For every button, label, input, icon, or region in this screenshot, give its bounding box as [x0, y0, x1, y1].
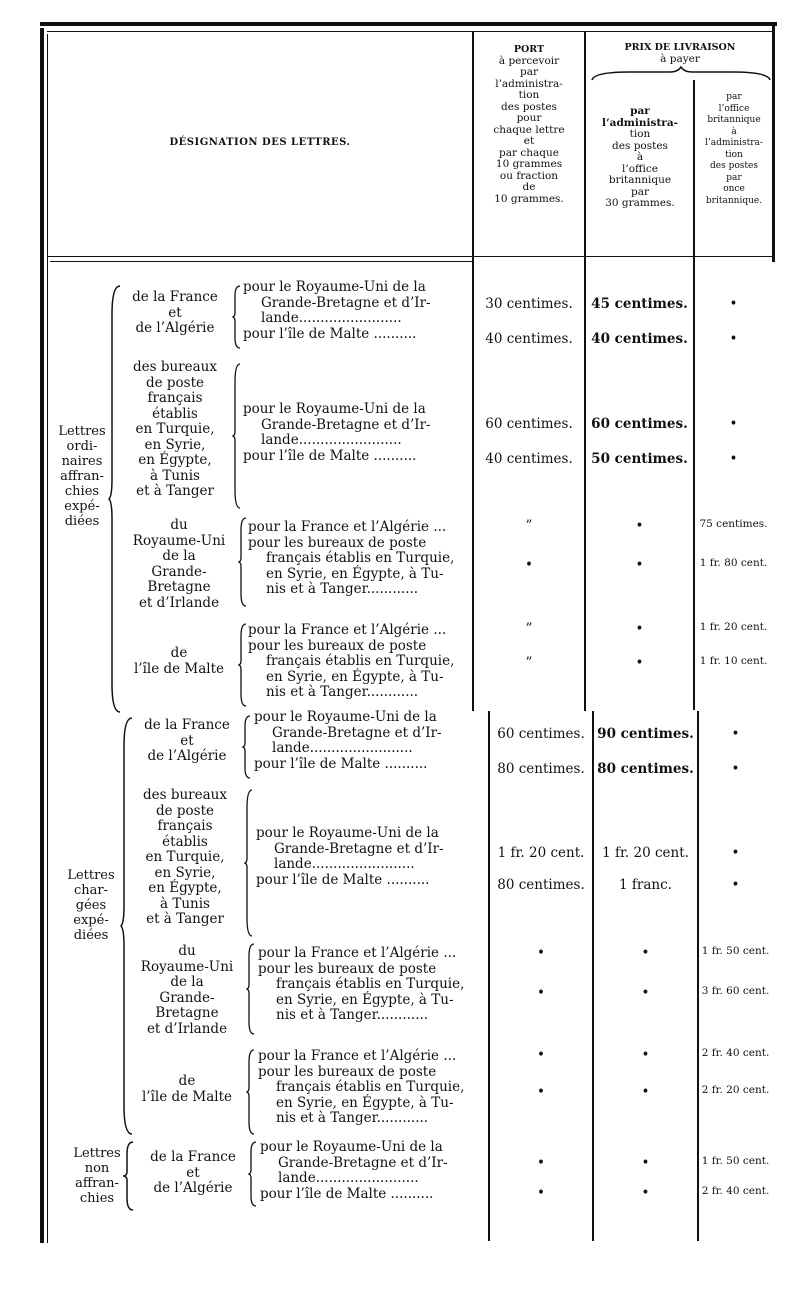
- col-fr-header: [587, 106, 693, 210]
- sender-line: et: [186, 1164, 200, 1181]
- dest-line: Grande-Bretagne et d’Ir-: [272, 724, 442, 741]
- dest-line: Grande-Bretagne et d’Ir-: [261, 294, 431, 311]
- dest-line: en Syrie, en Égypte, à Tu-: [276, 991, 454, 1008]
- row-uk: •: [729, 451, 738, 467]
- row-port: 40 centimes.: [485, 451, 573, 467]
- category-line: diées: [64, 514, 100, 529]
- category-brace: [123, 1140, 135, 1212]
- category-line: diées: [73, 928, 109, 943]
- sender-line: Bretagne: [147, 579, 211, 595]
- sender-line: Bretagne: [155, 1005, 219, 1021]
- port-header-line: PORT: [513, 44, 545, 55]
- sender-line: du: [178, 943, 196, 959]
- col-uk-header-line: britannique: [707, 115, 761, 125]
- row-port: •: [537, 1084, 545, 1100]
- col-fr-header-line: britannique: [608, 174, 672, 186]
- dest-line: pour les bureaux de poste: [248, 637, 427, 654]
- row-fr: •: [641, 1185, 650, 1201]
- row-uk: 2 fr. 40 cent.: [701, 1047, 770, 1059]
- row-uk: •: [731, 726, 740, 742]
- dest-line: pour l’île de Malte ..........: [243, 447, 417, 464]
- dest-line: pour le Royaume-Uni de la: [243, 401, 426, 417]
- dest-brace: [244, 788, 254, 938]
- sender-line: l’île de Malte: [133, 660, 225, 677]
- row-port: 1 fr. 20 cent.: [497, 845, 585, 861]
- top-border-inner: [47, 31, 772, 32]
- category-line: affran-: [60, 469, 104, 484]
- row-uk: •: [731, 761, 740, 777]
- dest-line: en Syrie, en Égypte, à Tu-: [266, 668, 444, 685]
- dest-line: lande........................: [261, 310, 402, 326]
- row-uk: •: [731, 845, 740, 861]
- col-uk-header-line: tion: [725, 149, 743, 160]
- port-header-line: et: [523, 135, 535, 147]
- dest-line: pour les bureaux de poste: [248, 534, 427, 551]
- sender-line: de la: [170, 974, 204, 990]
- designation-header: DÉSIGNATION DES LETTRES.: [169, 137, 351, 148]
- prix-header-brace: [590, 66, 772, 82]
- left-border-outer: [40, 28, 44, 1243]
- col-divider-uk: [693, 80, 695, 710]
- sender-line: en Syrie,: [154, 864, 216, 881]
- dest-line: pour le Royaume-Uni de la: [254, 709, 437, 725]
- row-port: •: [537, 945, 545, 961]
- port-header: [476, 44, 582, 205]
- dest-line: lande........................: [272, 740, 413, 756]
- col-fr-header-line: par: [630, 105, 650, 117]
- dest-line: pour l’île de Malte ..........: [260, 1185, 434, 1202]
- category-line: Lettres: [73, 1146, 121, 1161]
- col-uk-header-line: l’administra-: [705, 138, 763, 148]
- sender-line: Royaume-Uni: [140, 958, 234, 975]
- sender-line: de la France: [150, 1149, 236, 1165]
- port-header-line: par chaque: [499, 146, 559, 159]
- dest-line: français établis en Turquie,: [276, 976, 465, 992]
- row-uk: 2 fr. 20 cent.: [701, 1084, 770, 1096]
- sender-line: et: [180, 732, 194, 749]
- sender-line: en Égypte,: [148, 880, 222, 896]
- row-fr: •: [635, 518, 644, 534]
- dest-line: nis et à Tanger............: [276, 1007, 429, 1023]
- col-divider-fr: [584, 31, 586, 711]
- row-uk: 75 centimes.: [699, 518, 768, 530]
- sender-line: et à Tanger: [136, 483, 214, 499]
- row-fr: 45 centimes.: [591, 296, 688, 312]
- port-header-line: l’administra-: [495, 77, 563, 90]
- row-port: 80 centimes.: [497, 877, 585, 893]
- dest-line: nis et à Tanger............: [266, 581, 419, 597]
- dest-line: pour la France et l’Algérie ...: [248, 519, 447, 535]
- row-port: 60 centimes.: [497, 726, 585, 742]
- sender-line: l’île de Malte: [141, 1088, 233, 1105]
- col-divider-port: [472, 31, 474, 711]
- sender-line: de: [170, 645, 188, 661]
- row-fr: •: [641, 945, 650, 961]
- prix-header: [588, 42, 772, 65]
- top-border-outer: [40, 22, 777, 26]
- row-fr: •: [635, 655, 644, 671]
- col-uk-header-line: par: [726, 92, 742, 102]
- sender-line: de: [178, 1073, 196, 1089]
- row-port: ”: [525, 655, 533, 671]
- category-line: non: [84, 1161, 110, 1176]
- category-line: gées: [75, 898, 107, 913]
- row-uk: 1 fr. 50 cent.: [701, 945, 770, 957]
- sender-line: de poste: [145, 374, 205, 391]
- row-port: •: [537, 985, 545, 1001]
- port-header-line: par: [519, 66, 538, 78]
- dest-block: [258, 1049, 488, 1127]
- dest-block: [256, 826, 486, 888]
- sender-line: des bureaux: [143, 787, 227, 803]
- row-fr: 60 centimes.: [591, 416, 688, 432]
- dest-line: Grande-Bretagne et d’Ir-: [274, 840, 444, 857]
- category-lettres-ordinaires: [52, 424, 112, 529]
- dest-brace: [242, 714, 252, 780]
- row-fr: 1 franc.: [619, 877, 672, 893]
- dest-brace: [238, 622, 248, 708]
- col-fr-header-line: tion: [629, 128, 651, 140]
- col-uk-header-line: l’office: [718, 103, 750, 114]
- row-uk: •: [731, 877, 740, 893]
- port-header-line: chaque lettre: [493, 123, 565, 136]
- dest-line: pour la France et l’Algérie ...: [248, 622, 447, 638]
- sender-royaume-uni: [132, 944, 242, 1037]
- col-fr-header-line: l’administra-: [602, 116, 678, 129]
- sender-line: de la France: [132, 289, 218, 305]
- sender-line: de la France: [144, 717, 230, 733]
- col-fr-header-line: l’office: [622, 162, 658, 175]
- row-port: 60 centimes.: [485, 416, 573, 432]
- dest-line: lande........................: [261, 432, 402, 448]
- col-fr-header-line: des postes: [612, 139, 668, 152]
- category-lettres-chargees: [60, 868, 122, 943]
- col-fr-header-line: à: [636, 151, 644, 163]
- sender-line: et: [168, 304, 182, 321]
- dest-line: Grande-Bretagne et d’Ir-: [278, 1154, 448, 1171]
- dest-line: pour les bureaux de poste: [258, 1063, 437, 1080]
- sender-line: Grande-: [159, 989, 215, 1006]
- row-port: ”: [525, 518, 533, 534]
- sender-line: de l’Algérie: [135, 320, 215, 336]
- category-line: expé-: [64, 499, 100, 514]
- col-uk-header-line: par: [726, 172, 742, 183]
- port-header-line: 10 grammes: [495, 158, 563, 170]
- sender-malte: [124, 646, 234, 677]
- row-fr: 90 centimes.: [597, 726, 694, 742]
- port-header-line: 10 grammes.: [494, 192, 564, 205]
- dest-line: pour le Royaume-Uni de la: [256, 825, 439, 841]
- header-bottom-rule-2: [50, 261, 472, 262]
- header-bottom-rule: [47, 256, 472, 257]
- row-port: •: [537, 1155, 545, 1171]
- row-uk: 1 fr. 10 cent.: [699, 655, 768, 667]
- row-uk: 1 fr. 50 cent.: [701, 1155, 770, 1167]
- dest-line: lande........................: [274, 856, 415, 872]
- row-uk: •: [729, 331, 738, 347]
- col-uk-header-line: des postes: [710, 161, 758, 171]
- dest-line: pour l’île de Malte ..........: [256, 871, 430, 888]
- sender-bureaux: [120, 360, 230, 500]
- dest-line: en Syrie, en Égypte, à Tu-: [276, 1094, 454, 1111]
- sender-line: en Syrie,: [144, 436, 206, 453]
- row-fr: 40 centimes.: [591, 331, 688, 347]
- prix-header-line: à payer: [660, 52, 700, 65]
- col-uk-header-line: once: [723, 184, 745, 194]
- dest-line: Grande-Bretagne et d’Ir-: [261, 416, 431, 433]
- port-header-line: pour: [516, 112, 542, 124]
- dest-line: en Syrie, en Égypte, à Tu-: [266, 565, 444, 582]
- dest-line: nis et à Tanger............: [276, 1110, 429, 1126]
- row-fr: •: [641, 1047, 650, 1063]
- category-line: char-: [73, 883, 108, 898]
- right-border: [772, 22, 775, 262]
- dest-line: pour l’île de Malte ..........: [254, 755, 428, 772]
- sender-line: de l’Algérie: [147, 748, 227, 764]
- dest-block: [248, 520, 478, 598]
- category-line: chies: [79, 1191, 115, 1206]
- dest-line: pour la France et l’Algérie ...: [258, 1048, 457, 1064]
- sender-line: des bureaux: [133, 359, 217, 375]
- category-line: Lettres: [67, 868, 115, 883]
- sender-line: en Égypte,: [138, 452, 212, 468]
- sender-line: français: [157, 818, 213, 834]
- sender-line: français: [147, 390, 203, 406]
- dest-brace: [246, 1048, 256, 1136]
- prix-header-line: PRIX DE LIVRAISON: [624, 42, 736, 53]
- col-uk-header-line: à: [731, 126, 737, 137]
- sender-france: [120, 290, 230, 337]
- left-border-inner: [47, 34, 48, 1243]
- dest-line: nis et à Tanger............: [266, 684, 419, 700]
- dest-block: [258, 946, 488, 1024]
- row-port: ”: [525, 621, 533, 637]
- sender-line: et d’Irlande: [138, 594, 220, 611]
- sender-france: [138, 1150, 248, 1197]
- dest-block: [243, 402, 473, 464]
- dest-line: pour l’île de Malte ..........: [243, 325, 417, 342]
- col-uk-header-line: britannique.: [705, 195, 763, 206]
- sender-line: du: [170, 517, 188, 533]
- sender-line: et à Tanger: [146, 911, 224, 927]
- port-header-line: des postes: [501, 100, 557, 113]
- dest-line: français établis en Turquie,: [266, 550, 455, 566]
- category-line: expé-: [73, 913, 109, 928]
- header-bottom-rule-right: [472, 256, 772, 257]
- dest-brace: [232, 362, 242, 510]
- dest-brace: [246, 942, 256, 1036]
- row-fr: •: [635, 621, 644, 637]
- row-fr: 50 centimes.: [591, 451, 688, 467]
- sender-line: de poste: [155, 802, 215, 819]
- dest-line: pour le Royaume-Uni de la: [243, 279, 426, 295]
- category-line: affran-: [75, 1176, 119, 1191]
- category-line: ordi-: [66, 439, 98, 454]
- row-fr: 80 centimes.: [597, 761, 694, 777]
- col-fr-header-line: par: [630, 185, 649, 198]
- sender-line: à Tunis: [150, 467, 200, 484]
- dest-line: pour le Royaume-Uni de la: [260, 1139, 443, 1155]
- row-fr: •: [635, 557, 644, 573]
- port-header-line: tion: [518, 89, 540, 101]
- sender-line: établis: [162, 833, 208, 850]
- dest-line: français établis en Turquie,: [276, 1079, 465, 1095]
- sender-line: établis: [152, 405, 198, 422]
- row-port: 40 centimes.: [485, 331, 573, 347]
- sender-line: de la: [162, 548, 196, 564]
- sender-line: à Tunis: [160, 895, 210, 912]
- category-line: naires: [61, 454, 103, 469]
- col-fr-header-line: 30 grammes.: [605, 197, 675, 209]
- sender-bureaux: [130, 788, 240, 928]
- sender-line: de l’Algérie: [153, 1180, 233, 1196]
- dest-line: français établis en Turquie,: [266, 653, 455, 669]
- dest-line: pour les bureaux de poste: [258, 960, 437, 977]
- row-fr: •: [641, 1084, 650, 1100]
- category-line: Lettres: [58, 424, 106, 439]
- port-header-line: ou fraction: [499, 169, 559, 182]
- row-uk: •: [729, 416, 738, 432]
- row-port: •: [537, 1185, 545, 1201]
- row-port: 80 centimes.: [497, 761, 585, 777]
- port-header-line: de: [522, 181, 536, 193]
- sender-line: et d’Irlande: [146, 1020, 228, 1037]
- sender-royaume-uni: [124, 518, 234, 611]
- row-port: •: [525, 557, 533, 573]
- category-lettres-non-affranchies: [66, 1146, 128, 1206]
- row-fr: •: [641, 985, 650, 1001]
- row-uk: 1 fr. 80 cent.: [699, 557, 768, 569]
- dest-line: pour la France et l’Algérie ...: [258, 945, 457, 961]
- sender-line: Royaume-Uni: [132, 532, 226, 549]
- dest-brace: [238, 516, 248, 608]
- sender-line: Grande-: [151, 563, 207, 580]
- col-uk-header: [696, 92, 772, 207]
- dest-line: lande........................: [278, 1170, 419, 1186]
- row-port: 30 centimes.: [485, 296, 573, 312]
- row-uk: 3 fr. 60 cent.: [701, 985, 770, 997]
- dest-brace: [248, 1140, 258, 1208]
- dest-brace: [232, 284, 242, 350]
- row-uk: •: [729, 296, 738, 312]
- sender-malte: [132, 1074, 242, 1105]
- sender-france: [132, 718, 242, 765]
- row-uk: 2 fr. 40 cent.: [701, 1185, 770, 1197]
- row-fr: •: [641, 1155, 650, 1171]
- dest-block: [260, 1140, 490, 1202]
- sender-line: en Turquie,: [135, 421, 215, 437]
- dest-block: [243, 280, 473, 342]
- port-header-line: à percevoir: [498, 54, 560, 67]
- dest-block: [248, 623, 478, 701]
- row-port: •: [537, 1047, 545, 1063]
- row-fr: 1 fr. 20 cent.: [602, 845, 689, 861]
- row-uk: 1 fr. 20 cent.: [699, 621, 768, 633]
- category-line: chies: [64, 484, 100, 499]
- sender-line: en Turquie,: [145, 849, 225, 865]
- dest-block: [254, 710, 484, 772]
